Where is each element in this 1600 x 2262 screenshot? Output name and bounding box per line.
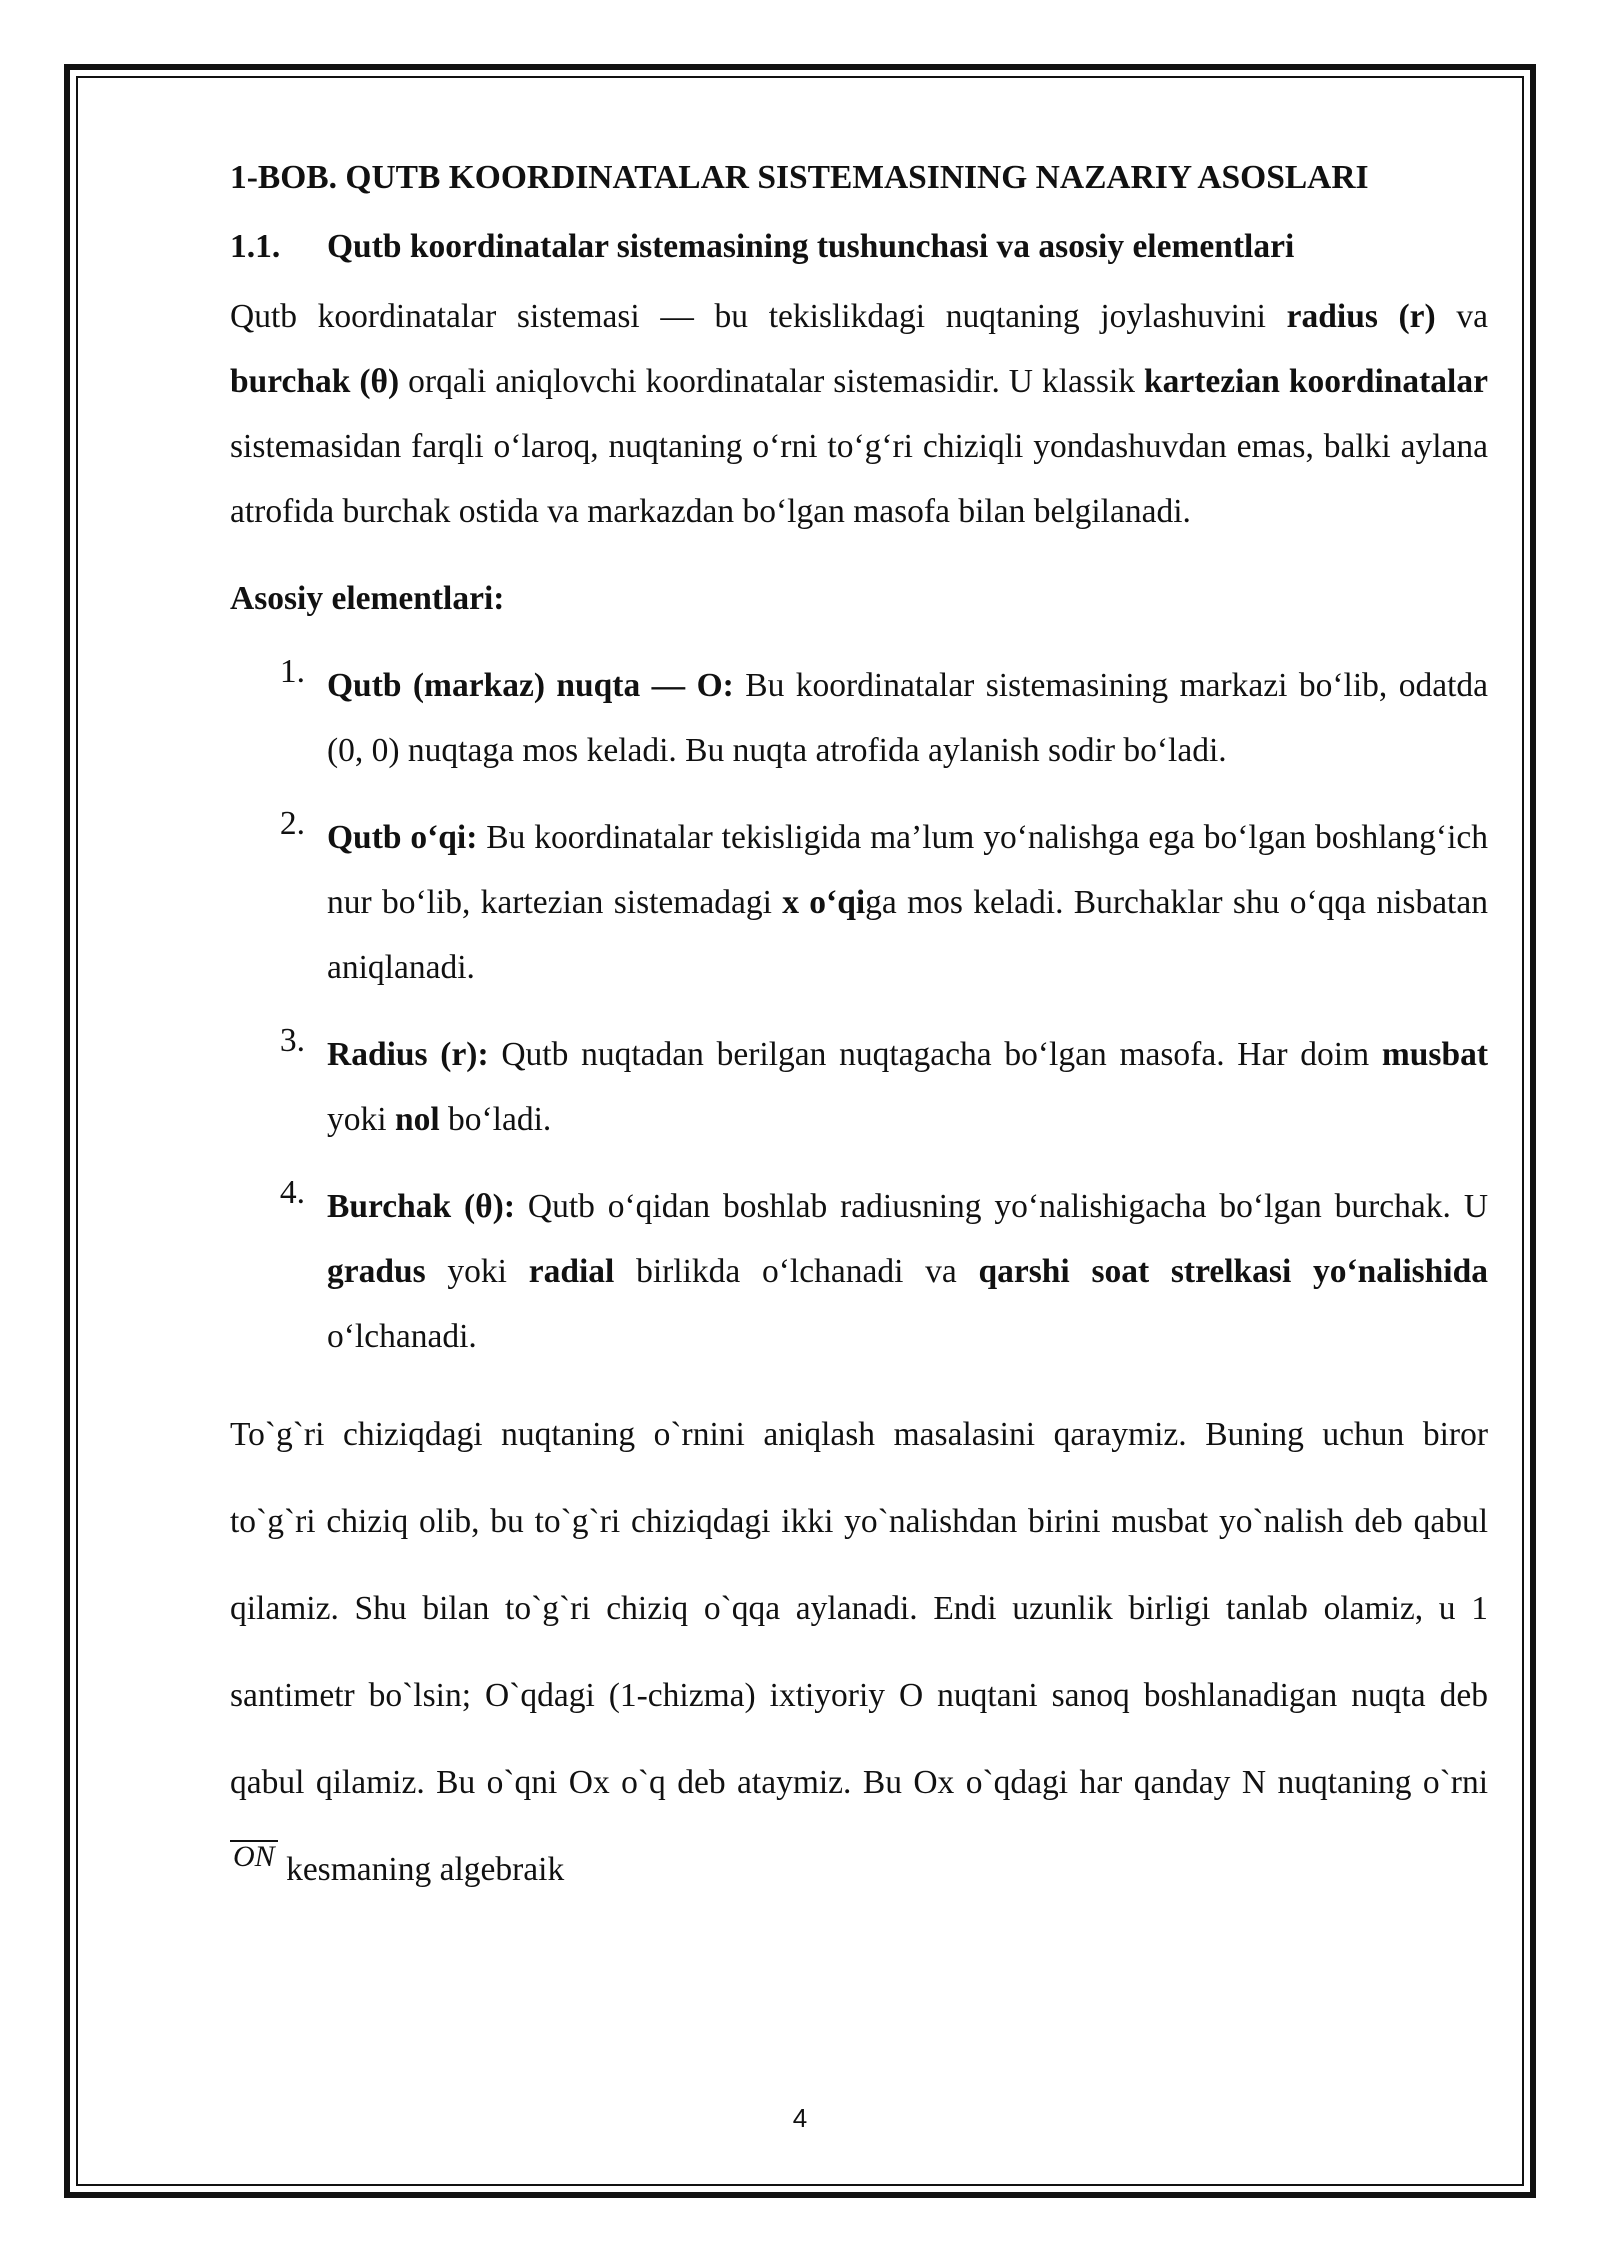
list-bold: musbat bbox=[1381, 1036, 1488, 1073]
list-item-text bbox=[327, 1174, 1488, 1369]
list-number: 4. bbox=[279, 1174, 305, 1211]
final-text-1: To`g`ri chiziqdagi nuqtaning o`rnini aniqlash masalasini qaraymiz. Buning uchun biror to`g`ri chiziq olib, bu to`g`ri chiziqdagi ikki yo`nalishdan birini musbat yo`nalish deb qabul qilamiz. Shu bilan to`g`ri chiziq o`qqa aylanadi. Endi uzunlik birligi tanlab olamiz, u 1 santimetr bo`lsin; O`qdagi (1-chizma) ixtiyoriy O nuqtani sanoq boshlanadigan nuqta deb qabul qilamiz. Bu o`qni Ox o`q deb ataymiz. Bu Ox o`qdagi har qanday N nuqtaning o`rni bbox=[230, 1416, 1488, 1801]
intro-bold-radius: radius (r) bbox=[1286, 298, 1436, 335]
list-text: Bu koordinatalar tekisligida ma’lum yo‘nalishga ega bo‘lgan boshlang‘ich nur bo‘lib, kartezian sistemadagi bbox=[327, 819, 1488, 921]
list-number: 2. bbox=[279, 805, 305, 842]
list-text: birlikda o‘lchanadi va bbox=[614, 1253, 979, 1290]
segment-overline: ON bbox=[230, 1840, 278, 1872]
list-number: 1. bbox=[279, 653, 305, 690]
list-bold: Burchak (θ): bbox=[327, 1188, 515, 1225]
list-bold: gradus bbox=[327, 1253, 426, 1290]
intro-bold-angle: burchak (θ) bbox=[230, 363, 400, 400]
final-paragraph bbox=[230, 1391, 1488, 1913]
list-text: Qutb nuqtadan berilgan nuqtagacha bo‘lgan masofa. Har doim bbox=[488, 1036, 1382, 1073]
section-title: Qutb koordinatalar sistemasining tushunchasi va asosiy elementlari bbox=[327, 228, 1295, 265]
list-item bbox=[230, 805, 1488, 1000]
list-bold: Radius (r): bbox=[327, 1036, 489, 1073]
section-number: 1.1. bbox=[230, 228, 281, 265]
list-text: Qutb o‘qidan boshlab radiusning yo‘nalishigacha bo‘lgan burchak. U bbox=[514, 1188, 1489, 1225]
intro-bold-cartesian: kartezian koordinatalar bbox=[1144, 363, 1488, 400]
list-text: o‘lchanadi. bbox=[327, 1318, 477, 1355]
list-item bbox=[230, 1174, 1488, 1369]
chapter-title: 1-BOB. QUTB KOORDINATALAR SISTEMASINING NAZARIY ASOSLARI bbox=[230, 159, 1369, 196]
intro-text-2: va bbox=[1435, 298, 1488, 335]
section-heading bbox=[230, 228, 1488, 266]
page-content bbox=[230, 145, 1488, 1913]
list-item-text bbox=[327, 805, 1488, 1000]
list-text: yoki bbox=[425, 1253, 529, 1290]
list-text: yoki bbox=[327, 1101, 395, 1138]
list-bold: Qutb (markaz) nuqta — O: bbox=[327, 667, 734, 704]
final-paragraph-wrap bbox=[230, 1391, 1488, 1913]
list-number: 3. bbox=[279, 1022, 305, 1059]
list-item-text bbox=[327, 653, 1488, 783]
list-item-text bbox=[327, 1022, 1488, 1152]
list-bold: Qutb o‘qi: bbox=[327, 819, 478, 856]
list-bold: nol bbox=[394, 1101, 440, 1138]
list-bold: x o‘qi bbox=[782, 884, 866, 921]
final-text-2: kesmaning algebraik bbox=[277, 1851, 565, 1888]
subheading: Asosiy elementlari: bbox=[230, 580, 505, 617]
intro-paragraph bbox=[230, 284, 1488, 544]
list-bold: radial bbox=[528, 1253, 615, 1290]
elements-list bbox=[230, 653, 1488, 1369]
list-bold: qarshi soat strelkasi yo‘nalishida bbox=[978, 1253, 1488, 1290]
intro-text-3: orqali aniqlovchi koordinatalar sistemasidir. U klassik bbox=[399, 363, 1145, 400]
list-text: ga mos keladi. Burchaklar shu o‘qqa nisbatan aniqlanadi. bbox=[327, 884, 1488, 986]
list-text: bo‘ladi. bbox=[439, 1101, 552, 1138]
page-number: 4 bbox=[792, 2103, 808, 2133]
list-item bbox=[230, 653, 1488, 783]
intro-text-1: Qutb koordinatalar sistemasi — bu tekislikdagi nuqtaning joylashuvini bbox=[230, 298, 1287, 335]
intro-text-4: sistemasidan farqli o‘laroq, nuqtaning o‘rni to‘g‘ri chiziqli yondashuvdan emas, balki aylana atrofida burchak ostida va markazdan bo‘lgan masofa bilan belgilanadi. bbox=[230, 428, 1488, 530]
list-item bbox=[230, 1022, 1488, 1152]
list-text: Bu koordinatalar sistemasining markazi bo‘lib, odatda (0, 0) nuqtaga mos keladi. Bu nuqta atrofida aylanish sodir bo‘ladi. bbox=[327, 667, 1489, 769]
